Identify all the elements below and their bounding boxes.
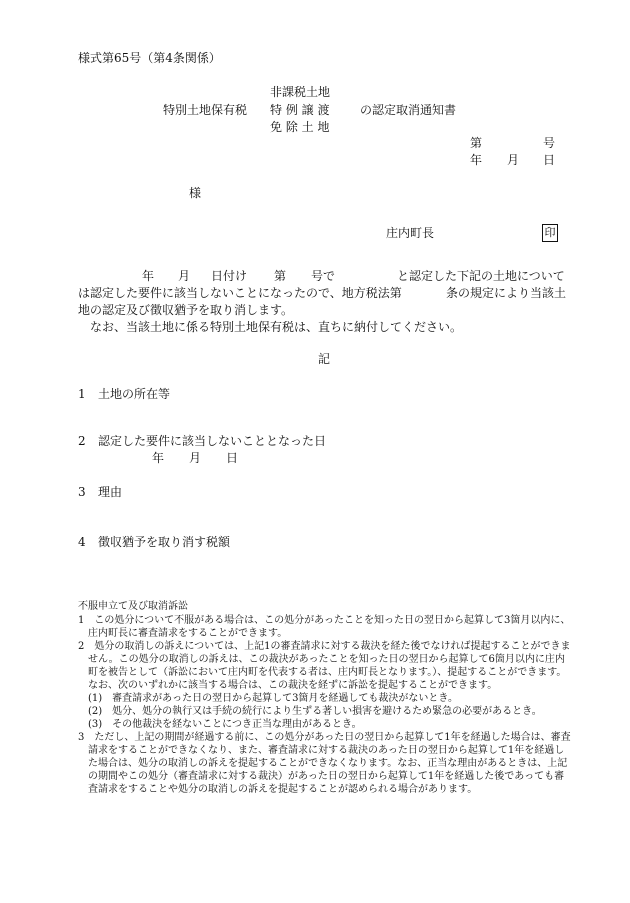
body-line4: なお、当該土地に係る特別土地保有税は、直ちに納付してください。 xyxy=(90,320,463,334)
item-4-number: 4 xyxy=(78,535,86,549)
body-dai: 第 xyxy=(274,269,287,283)
doc-number-go: 号 xyxy=(543,136,556,150)
issuer: 庄内町長 xyxy=(386,226,435,240)
item-3-number: 3 xyxy=(78,485,86,499)
body-month: 月 xyxy=(178,269,191,283)
title-suffix: の認定取消通知書 xyxy=(360,103,457,117)
item-3-label: 理由 xyxy=(98,485,123,499)
date-day: 日 xyxy=(543,153,556,167)
seal-mark: 印 xyxy=(542,224,558,242)
item-2-number: 2 xyxy=(78,434,86,448)
notice-line: 査請求をすることや処分の取消しの訴えを提起することが認められる場合があります。 xyxy=(78,784,478,795)
date-year: 年 xyxy=(470,153,483,167)
addressee-suffix: 様 xyxy=(189,186,202,200)
title-option-tokurei: 特 例 譲 渡 xyxy=(270,103,330,117)
item-1-label: 土地の所在等 xyxy=(98,387,171,401)
notice-line: なお、次のいずれかに該当する場合は、この裁決を経ずに訴訟を提起することができます。 xyxy=(78,680,498,691)
title-option-hikazei: 非課税土地 xyxy=(270,85,331,99)
item-1-number: 1 xyxy=(78,387,86,401)
notice-line: 3 ただし、上記の期間が経過する前に、この処分があった日の翌日から起算して1年を経過した場合は、審査 xyxy=(78,732,571,743)
notice-line: の期間やこの処分（審査請求に対する裁決）があった日の翌日から起算して1年を経過した後であっても審 xyxy=(78,771,565,782)
body-line2-pre: は認定した要件に該当しないことになったので、地方税法第 xyxy=(78,286,402,300)
item-2-month: 月 xyxy=(189,451,202,465)
notice-line: 1 この処分について不服がある場合は、この処分があったことを知った日の翌日から起算して3箇月以内に、 xyxy=(78,615,571,626)
item-2-day: 日 xyxy=(226,451,239,465)
notice-line: (2) 処分、処分の執行又は手続の続行により生ずる著しい損害を避けるため緊急の必要があるとき。 xyxy=(78,706,542,717)
notice-line: 請求をすることができなくなり、また、審査請求に対する裁決のあった日の翌日から起算して1年を経過し xyxy=(78,745,565,756)
notice-line: 町を被告として（訴訟において庄内町を代表する者は、庄内町長となります。）、提起することができます。 xyxy=(78,667,567,678)
notice-line: た場合は、処分の取消しの訴えを提起することができなくなります。なお、正当な理由があるときは、上記 xyxy=(78,758,568,769)
body-year: 年 xyxy=(142,269,155,283)
item-2-year: 年 xyxy=(152,451,165,465)
doc-number-dai: 第 xyxy=(470,136,483,150)
body-line3: 地の認定及び徴収猶予を取り消します。 xyxy=(78,303,294,317)
notice-line: 2 処分の取消しの訴えについては、上記1の審査請求に対する裁決を経た後でなければ提起することができま xyxy=(78,641,571,652)
body-line1-tail: と認定した下記の土地について xyxy=(397,269,565,283)
form-number: 様式第65号（第4条関係） xyxy=(78,51,221,65)
notice-line: 庄内町長に審査請求をすることができます。 xyxy=(78,628,288,639)
notice-line: (1) 審査請求があった日の翌日から起算して3箇月を経過しても裁決がないとき。 xyxy=(78,693,459,704)
body-day-tsuke: 日付け xyxy=(211,269,248,283)
notice-line: せん。この処分の取消しの訴えは、この裁決があったことを知った日の翌日から起算して6箇月以内に庄内 xyxy=(78,654,565,665)
body-line2-post: 条の規定により当該土 xyxy=(446,286,567,300)
notice-line: (3) その他裁決を経ないことにつき正当な理由があるとき。 xyxy=(78,719,362,730)
item-4-label: 徴収猶予を取り消す税額 xyxy=(98,535,231,549)
body-go: 号で xyxy=(311,269,336,283)
notice-title: 不服申立て及び取消訴訟 xyxy=(78,601,188,612)
title-option-menjo: 免 除 土 地 xyxy=(270,120,330,134)
ki-heading: 記 xyxy=(318,352,331,366)
title-prefix: 特別土地保有税 xyxy=(163,103,248,117)
date-month: 月 xyxy=(507,153,520,167)
item-2-label: 認定した要件に該当しないこととなった日 xyxy=(98,434,327,448)
